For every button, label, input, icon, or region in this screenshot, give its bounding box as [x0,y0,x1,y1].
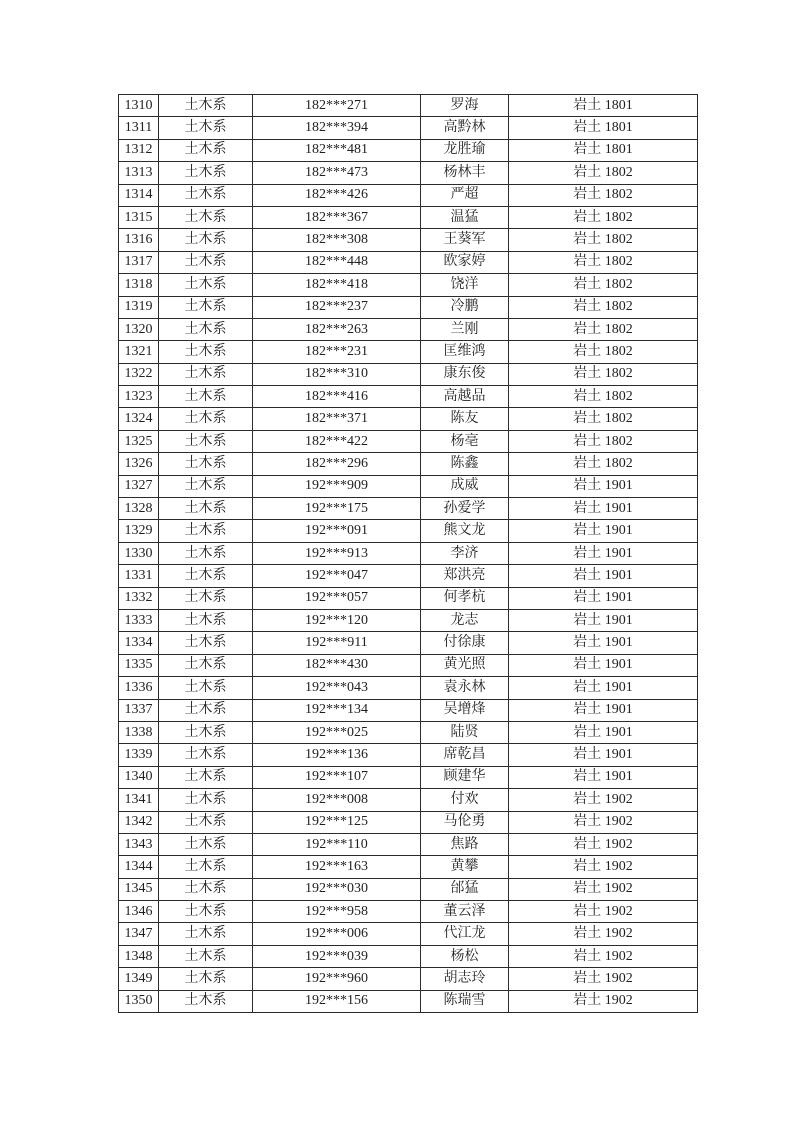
cell-name: 饶洋 [421,274,509,296]
table-row [119,699,698,721]
cell-class_name: 岩土 1801 [509,95,698,117]
cell-no: 1312 [119,139,159,161]
cell-class_name: 岩土 1901 [509,699,698,721]
cell-class_name: 岩土 1901 [509,632,698,654]
cell-name: 成威 [421,475,509,497]
cell-name: 代江龙 [421,923,509,945]
cell-dept: 土木系 [159,386,253,408]
cell-student_id: 182***231 [253,341,421,363]
cell-dept: 土木系 [159,833,253,855]
cell-student_id: 192***125 [253,811,421,833]
table-row [119,968,698,990]
cell-dept: 土木系 [159,318,253,340]
cell-name: 冷鹏 [421,296,509,318]
cell-class_name: 岩土 1802 [509,251,698,273]
cell-student_id: 192***156 [253,990,421,1012]
cell-dept: 土木系 [159,565,253,587]
cell-class_name: 岩土 1902 [509,833,698,855]
table-row [119,117,698,139]
table-row [119,923,698,945]
cell-class_name: 岩土 1902 [509,878,698,900]
cell-class_name: 岩土 1802 [509,206,698,228]
cell-student_id: 182***481 [253,139,421,161]
cell-student_id: 182***367 [253,206,421,228]
cell-class_name: 岩土 1901 [509,542,698,564]
cell-class_name: 岩土 1901 [509,565,698,587]
cell-dept: 土木系 [159,856,253,878]
cell-class_name: 岩土 1901 [509,498,698,520]
cell-class_name: 岩土 1902 [509,990,698,1012]
cell-name: 黄光照 [421,654,509,676]
table-row [119,766,698,788]
cell-class_name: 岩土 1901 [509,654,698,676]
table-row [119,498,698,520]
cell-name: 黄攀 [421,856,509,878]
table-row [119,430,698,452]
cell-dept: 土木系 [159,363,253,385]
cell-no: 1341 [119,789,159,811]
cell-dept: 土木系 [159,453,253,475]
cell-name: 董云泽 [421,901,509,923]
cell-name: 陈瑞雪 [421,990,509,1012]
cell-class_name: 岩土 1901 [509,677,698,699]
cell-no: 1310 [119,95,159,117]
cell-no: 1333 [119,609,159,631]
cell-no: 1349 [119,968,159,990]
cell-no: 1311 [119,117,159,139]
cell-dept: 土木系 [159,430,253,452]
cell-dept: 土木系 [159,229,253,251]
table-row [119,811,698,833]
cell-no: 1329 [119,520,159,542]
cell-dept: 土木系 [159,341,253,363]
cell-no: 1328 [119,498,159,520]
cell-name: 孙爱学 [421,498,509,520]
cell-no: 1345 [119,878,159,900]
cell-student_id: 192***030 [253,878,421,900]
table-row [119,386,698,408]
cell-no: 1344 [119,856,159,878]
cell-name: 欧家婷 [421,251,509,273]
cell-no: 1317 [119,251,159,273]
cell-student_id: 192***025 [253,721,421,743]
cell-name: 杨亳 [421,430,509,452]
cell-dept: 土木系 [159,162,253,184]
table-row [119,184,698,206]
cell-student_id: 192***039 [253,945,421,967]
cell-dept: 土木系 [159,498,253,520]
cell-dept: 土木系 [159,721,253,743]
cell-name: 高黔林 [421,117,509,139]
cell-dept: 土木系 [159,251,253,273]
cell-class_name: 岩土 1802 [509,430,698,452]
table-row [119,878,698,900]
cell-dept: 土木系 [159,923,253,945]
cell-class_name: 岩土 1802 [509,341,698,363]
cell-dept: 土木系 [159,654,253,676]
cell-class_name: 岩土 1802 [509,296,698,318]
cell-class_name: 岩土 1802 [509,408,698,430]
cell-class_name: 岩土 1901 [509,587,698,609]
table-row [119,475,698,497]
cell-no: 1347 [119,923,159,945]
cell-name: 顾建华 [421,766,509,788]
cell-student_id: 192***110 [253,833,421,855]
cell-student_id: 182***310 [253,363,421,385]
table-row [119,274,698,296]
table-row [119,632,698,654]
cell-class_name: 岩土 1801 [509,117,698,139]
cell-name: 龙志 [421,609,509,631]
cell-student_id: 192***043 [253,677,421,699]
cell-name: 陈鑫 [421,453,509,475]
table-row [119,296,698,318]
table-row [119,453,698,475]
cell-student_id: 192***163 [253,856,421,878]
cell-no: 1342 [119,811,159,833]
table-body [119,95,698,1013]
cell-no: 1325 [119,430,159,452]
cell-class_name: 岩土 1902 [509,789,698,811]
cell-student_id: 192***958 [253,901,421,923]
table-row [119,139,698,161]
cell-name: 席乾昌 [421,744,509,766]
table-row [119,901,698,923]
cell-class_name: 岩土 1802 [509,453,698,475]
cell-name: 匡维鸿 [421,341,509,363]
cell-name: 邰猛 [421,878,509,900]
cell-no: 1330 [119,542,159,564]
cell-no: 1326 [119,453,159,475]
cell-class_name: 岩土 1901 [509,520,698,542]
cell-class_name: 岩土 1902 [509,811,698,833]
cell-name: 马伦勇 [421,811,509,833]
cell-dept: 土木系 [159,677,253,699]
cell-student_id: 182***394 [253,117,421,139]
cell-name: 李济 [421,542,509,564]
cell-no: 1321 [119,341,159,363]
table-row [119,856,698,878]
cell-no: 1318 [119,274,159,296]
cell-student_id: 182***371 [253,408,421,430]
cell-class_name: 岩土 1901 [509,766,698,788]
table-row [119,990,698,1012]
cell-dept: 土木系 [159,744,253,766]
cell-name: 陈友 [421,408,509,430]
cell-no: 1337 [119,699,159,721]
cell-name: 袁永林 [421,677,509,699]
cell-student_id: 192***008 [253,789,421,811]
cell-no: 1314 [119,184,159,206]
cell-dept: 土木系 [159,117,253,139]
cell-no: 1316 [119,229,159,251]
cell-class_name: 岩土 1802 [509,274,698,296]
cell-class_name: 岩土 1802 [509,162,698,184]
cell-class_name: 岩土 1802 [509,184,698,206]
cell-dept: 土木系 [159,296,253,318]
cell-dept: 土木系 [159,206,253,228]
cell-name: 王葵军 [421,229,509,251]
cell-student_id: 182***271 [253,95,421,117]
cell-class_name: 岩土 1902 [509,945,698,967]
cell-dept: 土木系 [159,408,253,430]
cell-student_id: 192***175 [253,498,421,520]
cell-name: 陆贤 [421,721,509,743]
cell-name: 罗海 [421,95,509,117]
cell-no: 1339 [119,744,159,766]
cell-dept: 土木系 [159,699,253,721]
table-row [119,251,698,273]
cell-student_id: 192***006 [253,923,421,945]
cell-no: 1323 [119,386,159,408]
cell-name: 郑洪亮 [421,565,509,587]
cell-name: 杨林丰 [421,162,509,184]
student-roster-table-container [118,94,697,1013]
table-row [119,721,698,743]
table-row [119,833,698,855]
cell-class_name: 岩土 1802 [509,363,698,385]
cell-dept: 土木系 [159,95,253,117]
cell-dept: 土木系 [159,520,253,542]
cell-dept: 土木系 [159,542,253,564]
cell-student_id: 182***426 [253,184,421,206]
cell-no: 1320 [119,318,159,340]
cell-student_id: 192***057 [253,587,421,609]
cell-dept: 土木系 [159,274,253,296]
cell-student_id: 182***296 [253,453,421,475]
cell-class_name: 岩土 1802 [509,229,698,251]
cell-dept: 土木系 [159,945,253,967]
cell-dept: 土木系 [159,878,253,900]
table-row [119,318,698,340]
table-row [119,542,698,564]
cell-class_name: 岩土 1902 [509,968,698,990]
cell-name: 康东俊 [421,363,509,385]
cell-dept: 土木系 [159,632,253,654]
cell-class_name: 岩土 1901 [509,609,698,631]
cell-dept: 土木系 [159,609,253,631]
cell-no: 1334 [119,632,159,654]
cell-no: 1343 [119,833,159,855]
cell-no: 1324 [119,408,159,430]
cell-student_id: 192***913 [253,542,421,564]
cell-student_id: 192***136 [253,744,421,766]
cell-no: 1336 [119,677,159,699]
cell-name: 何孝杭 [421,587,509,609]
cell-student_id: 192***960 [253,968,421,990]
cell-class_name: 岩土 1802 [509,386,698,408]
cell-dept: 土木系 [159,811,253,833]
cell-no: 1313 [119,162,159,184]
student-roster-table [118,94,698,1013]
table-row [119,565,698,587]
cell-student_id: 192***120 [253,609,421,631]
table-row [119,677,698,699]
cell-no: 1331 [119,565,159,587]
cell-class_name: 岩土 1801 [509,139,698,161]
cell-name: 温猛 [421,206,509,228]
cell-dept: 土木系 [159,766,253,788]
table-row [119,789,698,811]
cell-name: 吴增烽 [421,699,509,721]
cell-student_id: 182***473 [253,162,421,184]
cell-name: 焦路 [421,833,509,855]
cell-student_id: 182***418 [253,274,421,296]
cell-dept: 土木系 [159,990,253,1012]
cell-name: 兰刚 [421,318,509,340]
table-row [119,408,698,430]
cell-dept: 土木系 [159,184,253,206]
cell-name: 严超 [421,184,509,206]
cell-no: 1340 [119,766,159,788]
cell-no: 1338 [119,721,159,743]
table-row [119,206,698,228]
cell-name: 胡志玲 [421,968,509,990]
table-row [119,609,698,631]
cell-student_id: 192***047 [253,565,421,587]
cell-no: 1319 [119,296,159,318]
table-row [119,341,698,363]
cell-student_id: 192***134 [253,699,421,721]
cell-student_id: 182***422 [253,430,421,452]
cell-no: 1346 [119,901,159,923]
table-row [119,945,698,967]
cell-class_name: 岩土 1901 [509,475,698,497]
table-row [119,744,698,766]
cell-name: 熊文龙 [421,520,509,542]
cell-student_id: 182***263 [253,318,421,340]
table-row [119,162,698,184]
cell-class_name: 岩土 1901 [509,721,698,743]
cell-class_name: 岩土 1901 [509,744,698,766]
cell-class_name: 岩土 1902 [509,923,698,945]
table-row [119,587,698,609]
cell-student_id: 182***416 [253,386,421,408]
cell-no: 1332 [119,587,159,609]
cell-no: 1315 [119,206,159,228]
cell-name: 付徐康 [421,632,509,654]
cell-name: 龙胜瑜 [421,139,509,161]
cell-name: 付欢 [421,789,509,811]
cell-no: 1348 [119,945,159,967]
cell-class_name: 岩土 1802 [509,318,698,340]
cell-dept: 土木系 [159,968,253,990]
cell-student_id: 192***911 [253,632,421,654]
cell-student_id: 182***308 [253,229,421,251]
cell-student_id: 192***107 [253,766,421,788]
cell-dept: 土木系 [159,587,253,609]
cell-class_name: 岩土 1902 [509,856,698,878]
cell-student_id: 192***909 [253,475,421,497]
table-row [119,654,698,676]
table-row [119,520,698,542]
cell-no: 1335 [119,654,159,676]
cell-no: 1350 [119,990,159,1012]
cell-student_id: 182***430 [253,654,421,676]
table-row [119,363,698,385]
cell-name: 杨松 [421,945,509,967]
cell-student_id: 182***448 [253,251,421,273]
cell-dept: 土木系 [159,139,253,161]
table-row [119,95,698,117]
cell-student_id: 192***091 [253,520,421,542]
cell-no: 1322 [119,363,159,385]
cell-name: 高越品 [421,386,509,408]
table-row [119,229,698,251]
cell-dept: 土木系 [159,789,253,811]
cell-student_id: 182***237 [253,296,421,318]
cell-dept: 土木系 [159,475,253,497]
cell-dept: 土木系 [159,901,253,923]
cell-no: 1327 [119,475,159,497]
cell-class_name: 岩土 1902 [509,901,698,923]
